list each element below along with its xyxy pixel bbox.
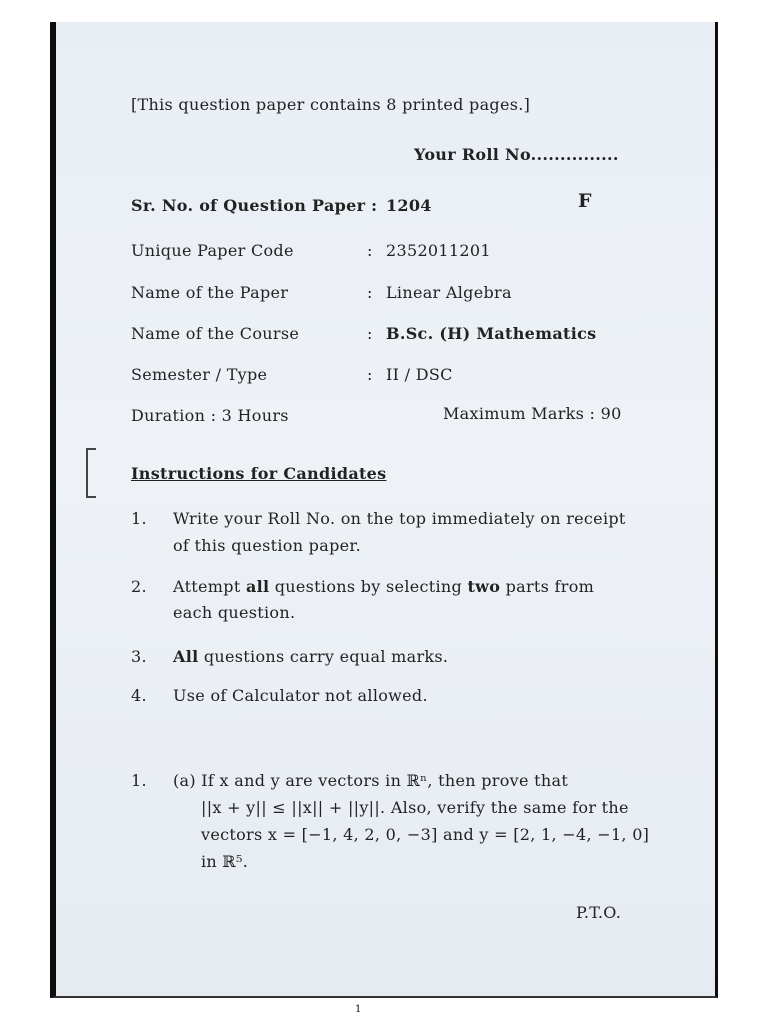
question-1a-line-3: vectors x = [−1, 4, 2, 0, −3] and y = [2, 1, −4, −1, 0] <box>201 825 650 844</box>
instruction-1-line-1: Write your Roll No. on the top immediately on receipt <box>173 509 626 528</box>
question-number: 1. <box>131 771 147 790</box>
field-label-semester: Semester / Type <box>131 365 268 384</box>
instruction-2-line-1: Attempt all questions by selecting two parts from <box>173 577 595 596</box>
instruction-number: 2. <box>131 577 147 596</box>
field-label-course: Name of the Course <box>131 324 300 343</box>
instruction-2-line-2: each question. <box>173 603 296 622</box>
field-colon: : <box>367 365 373 384</box>
margin-bracket-mark <box>86 448 96 498</box>
instruction-number: 4. <box>131 686 147 705</box>
sr-no-value: 1204 <box>386 196 432 215</box>
field-label-paper-name: Name of the Paper <box>131 283 289 302</box>
page-number: 1 <box>355 1004 362 1015</box>
instruction-3-line-1: All questions carry equal marks. <box>173 647 449 666</box>
instructions-heading: Instructions for Candidates <box>131 464 387 483</box>
instruction-number: 3. <box>131 647 147 666</box>
field-colon: : <box>367 283 373 302</box>
field-value-paper-name: Linear Algebra <box>386 283 512 302</box>
sr-no-label: Sr. No. of Question Paper : <box>131 196 378 215</box>
field-label-paper-code: Unique Paper Code <box>131 241 294 260</box>
question-1a-line-1: (a) If x and y are vectors in ℝⁿ, then prove that <box>173 771 569 790</box>
question-1a-line-4: in ℝ⁵. <box>201 852 249 871</box>
set-letter: F <box>578 190 592 212</box>
question-1a-line-2: ||x + y|| ≤ ||x|| + ||y||. Also, verify the same for the <box>201 798 629 817</box>
field-value-paper-code: 2352011201 <box>386 241 491 260</box>
instruction-number: 1. <box>131 509 147 528</box>
instruction-1-line-2: of this question paper. <box>173 536 361 555</box>
field-colon: : <box>367 324 373 343</box>
header-note: [This question paper contains 8 printed pages.] <box>131 95 531 114</box>
instruction-4-line-1: Use of Calculator not allowed. <box>173 686 428 705</box>
pto-label: P.T.O. <box>576 903 622 922</box>
maximum-marks: Maximum Marks : 90 <box>443 404 622 423</box>
field-value-course: B.Sc. (H) Mathematics <box>386 324 597 343</box>
field-value-semester: II / DSC <box>386 365 453 384</box>
field-colon: : <box>367 241 373 260</box>
duration: Duration : 3 Hours <box>131 406 289 425</box>
roll-number-field: Your Roll No............... <box>414 145 619 164</box>
